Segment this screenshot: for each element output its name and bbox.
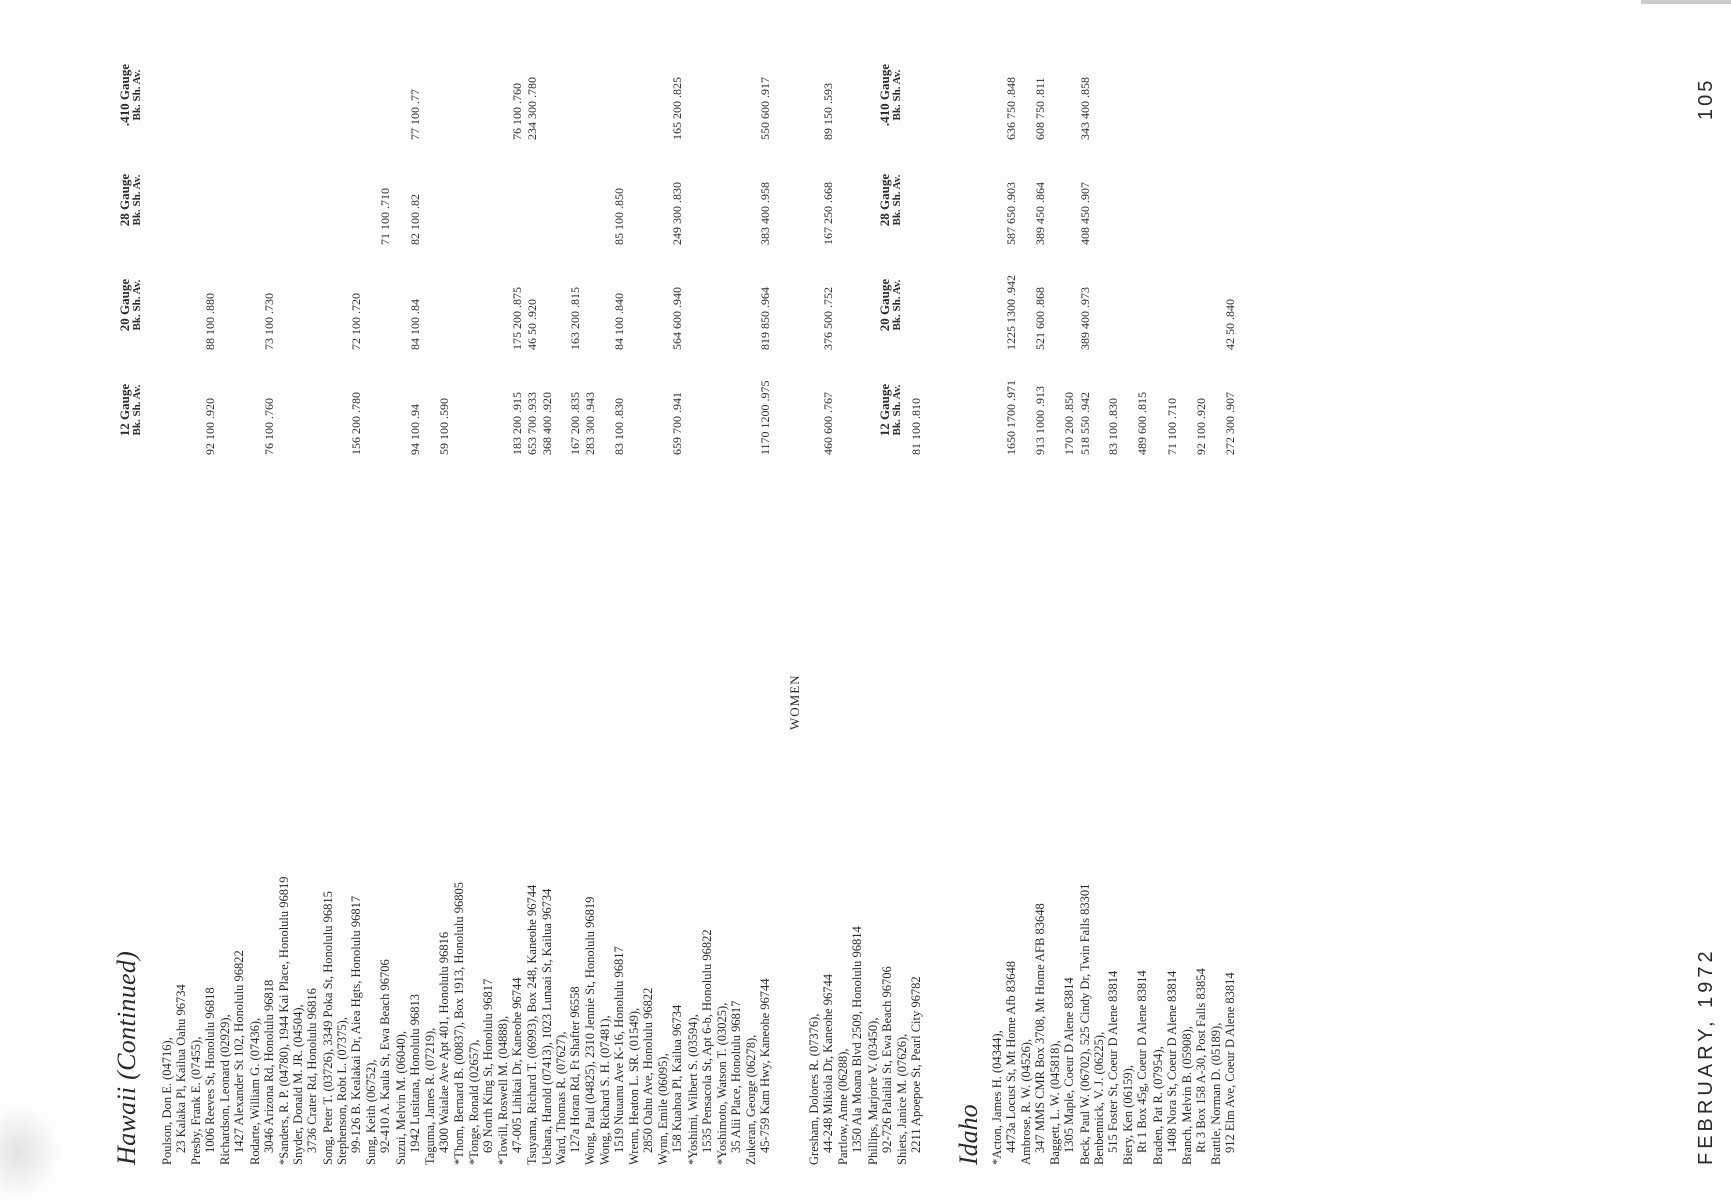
list-item (452, 882, 466, 1165)
entry-name: Taguma, James R. (07219), (422, 1027, 437, 1165)
entry-address: 35 Alii Place, Honolulu 96817 (728, 1000, 743, 1153)
score-cell: 71 100 .710 (378, 188, 393, 245)
score-cell: 518 550 .942 (1077, 392, 1092, 455)
entry-address: 69 North King St, Honolulu 96817 (480, 978, 495, 1153)
score-cell: 72 100 .720 (349, 293, 364, 350)
score-cell: 175 200 .875 (509, 287, 524, 350)
entry-name: Wynn, Emile (06095), (656, 1053, 671, 1165)
score-cell: 92 100 .920 (203, 398, 218, 455)
score-cell: 76 100 .760 (261, 398, 276, 455)
column-sub-label: Bk. Sh. Av. (891, 174, 903, 226)
list-item (1121, 970, 1149, 1165)
gauge-label: 28 Gauge (117, 173, 132, 227)
entry-name: Brattle, Norman D. (05189), (1209, 1022, 1223, 1165)
list-item (627, 988, 655, 1165)
score-cell: 183 200 .915 (509, 392, 524, 455)
column-header (118, 155, 144, 245)
list-item (277, 876, 291, 1165)
score-cell: 376 500 .752 (821, 287, 836, 350)
column-sub-label: Bk. Sh. Av. (131, 279, 143, 331)
entry-name: Gresham, Dolores R. (07376), (807, 1013, 822, 1165)
entry-address: 1350 Ala Moana Blvd 2509, Honolulu 96814 (850, 926, 865, 1153)
column-sub-label: Bk. Sh. Av. (891, 69, 903, 121)
entry-address: 912 Elm Ave, Coeur D Alene 83814 (1223, 972, 1237, 1153)
score-cell: 1650 1700 .971 (1004, 380, 1018, 455)
list-item (540, 889, 554, 1165)
entry-address: 127a Horan Rd, Ft Shafter 96558 (568, 986, 583, 1153)
score-cell: 408 450 .907 (1077, 182, 1092, 245)
score-cell: 59 100 .590 (436, 398, 451, 455)
score-cell: 389 450 .864 (1033, 182, 1048, 245)
score-cell: 156 200 .780 (349, 392, 364, 455)
entry-name: Tsuyama, Richard T. (06993), Box 248, Kaneohe 96744 (525, 884, 539, 1165)
score-cell: 489 600 .815 (1135, 392, 1150, 455)
column-header (878, 50, 904, 140)
women-heading: WOMEN (787, 674, 803, 730)
column-header (878, 260, 904, 350)
score-cell: 84 100 .840 (612, 293, 626, 350)
column-header (118, 365, 144, 455)
list-item (496, 977, 524, 1165)
list-item (1151, 971, 1179, 1165)
score-cell: 383 400 .958 (758, 182, 772, 245)
score-cell: 368 400 .920 (539, 392, 554, 455)
score-cell: 77 100 .77 (407, 89, 422, 140)
entry-name: Wong, Paul (04825), 2310 Jennie St, Honolulu 96819 (583, 896, 598, 1165)
score-cell: 283 300 .943 (583, 392, 598, 455)
entry-address: Rt 3 Box 158 A-30, Post Falls 83854 (1193, 968, 1208, 1153)
entry-name: Sung, Keith (06752), (364, 1059, 379, 1165)
section-title: Hawaii (Continued) (112, 950, 141, 1165)
list-item (1180, 968, 1208, 1165)
list-item (1209, 972, 1237, 1165)
entry-address: 2211 Apoepoe St, Pearl City 96782 (908, 976, 923, 1153)
gauge-label: .410 Gauge (877, 63, 892, 127)
entry-name: *Yoshimi, Wilbert S. (03594), (685, 1014, 700, 1165)
entry-address: 99-126 B. Kealakai Dr, Aiea Hgts, Honolulu 96817 (349, 895, 364, 1153)
entry-name: Wong, Richard S. H. (07481), (598, 1015, 612, 1165)
column-sub-label: Bk. Sh. Av. (131, 384, 143, 436)
list-item (1092, 971, 1120, 1165)
score-cell: 167 250 .668 (821, 182, 836, 245)
entry-name: *Yoshimoto, Watson T. (03025), (714, 1002, 729, 1165)
list-item (364, 959, 392, 1165)
entry-address: 3046 Arizona Rd, Honolulu 96818 (261, 979, 276, 1153)
score-cell: 89 150 .593 (821, 83, 836, 140)
list-item (1048, 977, 1076, 1165)
score-cell: 83 100 .830 (1106, 398, 1121, 455)
entry-name: Rodarte, William G. (07436), (247, 1017, 262, 1165)
list-item (1019, 903, 1047, 1165)
score-cell: 521 600 .868 (1033, 287, 1048, 350)
entry-name: *Towill, Roswell M. (04888), (495, 1015, 510, 1165)
gauge-label: 12 Gauge (117, 383, 132, 437)
entry-name: Benbennick, V. J. (06225), (1092, 1031, 1107, 1165)
column-header (118, 50, 144, 140)
list-item (189, 987, 217, 1165)
score-cell: 94 100 .94 (407, 404, 422, 455)
list-item (321, 891, 335, 1165)
entry-name: Suzui, Melvin M. (06040), (393, 1030, 408, 1165)
entry-name: *Tonge, Ronald (02657), (466, 1039, 481, 1165)
score-cell: 73 100 .730 (261, 293, 276, 350)
entry-address: 92-410 A. Kaula St, Ewa Beach 96706 (378, 959, 393, 1153)
score-cell: 170 200 .850 (1062, 392, 1077, 455)
list-item (866, 966, 894, 1165)
column-header (878, 365, 904, 455)
entry-address: 23 Kalaka Pl, Kailua Oahu 96734 (174, 984, 188, 1153)
entry-name: Snyder, Donald M. JR. (04504), (291, 1004, 306, 1165)
score-cell: 272 300 .907 (1223, 392, 1237, 455)
entry-name: Phillips, Marjorie V. (03450), (865, 1017, 880, 1165)
score-cell: 389 400 .973 (1077, 287, 1092, 350)
score-cell: 1225 1300 .942 (1004, 275, 1018, 350)
gauge-label: 20 Gauge (877, 278, 892, 332)
column-sub-label: Bk. Sh. Av. (891, 384, 903, 436)
entry-name: Shiets, Janice M. (07626), (894, 1033, 909, 1165)
entry-name: Partlow, Anne (06288), (836, 1048, 851, 1165)
entry-name: Richardson, Leonard (02929), (218, 1014, 233, 1165)
entry-address: 515 Foster St, Coeur D Alene 83814 (1106, 970, 1121, 1153)
list-item (744, 979, 772, 1166)
entry-name: Uehara, Harold (07413), 1023 Lunaai St, Kailua 96734 (539, 888, 554, 1165)
entry-name: Zukeran, George (06278), (744, 1034, 758, 1165)
column-header (118, 260, 144, 350)
score-cell: 550 600 .917 (758, 77, 772, 140)
score-cell: 83 100 .830 (612, 398, 626, 455)
entry-address: 1942 Lusitana, Honolulu 96813 (407, 993, 422, 1153)
entry-address: 3736 Crater Rd, Honolulu 96816 (305, 988, 320, 1153)
entry-name: *Acton, James H. (04344), (990, 1030, 1004, 1165)
entry-address: 1427 Alexander St 102, Honolulu 96822 (232, 950, 247, 1153)
score-cell: 88 100 .880 (203, 293, 218, 350)
entry-address: 92-726 Palailai St, Ewa Beach 96706 (879, 966, 894, 1153)
score-cell: 92 100 .920 (1193, 398, 1208, 455)
score-cell: 163 200 .815 (568, 287, 583, 350)
column-sub-label: Bk. Sh. Av. (131, 174, 143, 226)
entry-name: Baggett, L. W. (045818), (1048, 1040, 1063, 1165)
entry-address: 1305 Maple, Coeur D Alene 83814 (1062, 977, 1077, 1153)
score-cell: 636 750 .848 (1004, 77, 1018, 140)
score-cell: 81 100 .810 (908, 398, 923, 455)
entry-address: 4300 Waialae Ave Apt 401, Honolulu 96816 (436, 931, 451, 1153)
score-cell: 82 100 .82 (407, 194, 422, 245)
entry-name: Presby, Frank E. (07455), (189, 1036, 204, 1165)
score-cell: 71 100 .710 (1164, 398, 1179, 455)
list-item (467, 979, 495, 1165)
list-item (990, 961, 1018, 1165)
list-item (218, 950, 246, 1165)
list-item (554, 986, 582, 1165)
score-cell: 85 100 .850 (612, 188, 626, 245)
list-item (248, 980, 276, 1165)
score-cell: 1170 1200 .975 (758, 380, 772, 455)
score-cell: 460 600 .767 (821, 392, 836, 455)
entry-name: Ward, Thomas R. (07627), (554, 1031, 569, 1165)
score-cell: 84 100 .84 (407, 299, 422, 350)
entry-address: 1535 Pensacola St, Apt 6-b, Honolulu 96822 (699, 929, 714, 1153)
entry-name: Song, Peter T. (03726), 3349 Poka St, Honolulu 96815 (320, 891, 335, 1165)
entry-address: 158 Kuahoa Pl, Kailua 96734 (670, 1004, 685, 1153)
gauge-label: 28 Gauge (877, 173, 892, 227)
score-cell: 76 100 .760 (509, 83, 524, 140)
list-item (686, 929, 714, 1165)
column-sub-label: Bk. Sh. Av. (131, 69, 143, 121)
entry-address: 347 MMS CMR Box 3708, Mt Home AFB 83648 (1033, 903, 1048, 1153)
entry-name: *Thom, Bernard B. (00837), Box 1913, Honolulu 96805 (452, 882, 466, 1165)
score-cell: 167 200 .835 (568, 392, 583, 455)
list-item (291, 988, 319, 1165)
score-cell: 608 750 .811 (1033, 77, 1048, 140)
idaho-heading: Idaho (954, 1104, 983, 1165)
entry-address: 1006 Reeves St, Honolulu 96818 (203, 987, 218, 1153)
list-item (394, 994, 422, 1165)
entry-address: 1408 Nora St, Coeur D Alene 83814 (1164, 970, 1179, 1153)
entry-name: Biery, Ken (06159), (1121, 1065, 1136, 1165)
list-item (807, 974, 835, 1165)
entry-address: Rt 1 Box 45g, Coeur D Alene 83814 (1135, 970, 1150, 1153)
score-cell: 165 200 .825 (670, 77, 685, 140)
entry-name: Branch, Melvin B. (05908), (1179, 1026, 1194, 1165)
entry-name: Poulson, Don E. (04716), (160, 1037, 174, 1165)
list-item (715, 1001, 743, 1165)
page-number: 105 (1695, 77, 1717, 120)
list-item (160, 984, 188, 1165)
list-item (598, 946, 626, 1165)
list-item (335, 896, 363, 1165)
gauge-label: 20 Gauge (117, 278, 132, 332)
column-header (878, 155, 904, 245)
entry-address: 44-248 Mikiola Dr, Kaneohe 96744 (821, 974, 836, 1153)
score-cell: 564 600 .940 (670, 287, 685, 350)
score-cell: 42 50 .840 (1223, 299, 1237, 350)
list-item (423, 932, 451, 1165)
entry-address: 4473a Locust St, Mt Home Afb 83648 (1004, 960, 1018, 1153)
list-item (525, 885, 539, 1165)
list-item (656, 1005, 684, 1165)
score-cell: 343 400 .858 (1077, 77, 1092, 140)
column-sub-label: Bk. Sh. Av. (891, 279, 903, 331)
score-cell: 659 700 .941 (670, 392, 685, 455)
entry-name: Stephenson, Robt L. (07375), (335, 1017, 350, 1165)
footer-date: FEBRUARY, 1972 (1695, 947, 1717, 1165)
entry-address: 2850 Oahu Ave, Honolulu 96822 (641, 987, 656, 1153)
entry-name: *Sanders, R. P. (04780), 1944 Kai Place, Honolulu 96819 (276, 876, 291, 1165)
entry-name: Beck, Paul W. (06702), 525 Cindy Dr, Twin Falls 83301 (1077, 883, 1092, 1165)
score-cell: 913 1000 .913 (1033, 386, 1048, 455)
score-cell: 653 700 .933 (525, 392, 539, 455)
score-cell: 819 850 .964 (758, 287, 772, 350)
score-cell: 234 300 .780 (525, 77, 539, 140)
entry-name: Ambrose, R. W. (04526), (1019, 1038, 1034, 1165)
entry-name: Wrenn, Heaton L. SR. (01549), (627, 1007, 642, 1165)
entry-address: 1519 Nuuanu Ave K-16, Honolulu 96817 (612, 946, 626, 1153)
score-cell: 46 50 .920 (525, 299, 539, 350)
list-item (1078, 884, 1092, 1165)
entry-name: Braden, Pat R. (07954), (1150, 1046, 1165, 1165)
list-item (895, 976, 923, 1165)
entry-address: 47-005 Lihikai Dr, Kaneohe 96744 (509, 977, 524, 1153)
gauge-label: 12 Gauge (877, 383, 892, 437)
score-cell: 249 300 .830 (670, 182, 685, 245)
list-item (836, 926, 864, 1165)
entry-address: 45-759 Kam Hwy, Kaneohe 96744 (758, 978, 772, 1153)
list-item (583, 897, 597, 1165)
score-cell: 587 650 .903 (1004, 182, 1018, 245)
gauge-label: .410 Gauge (117, 63, 132, 127)
